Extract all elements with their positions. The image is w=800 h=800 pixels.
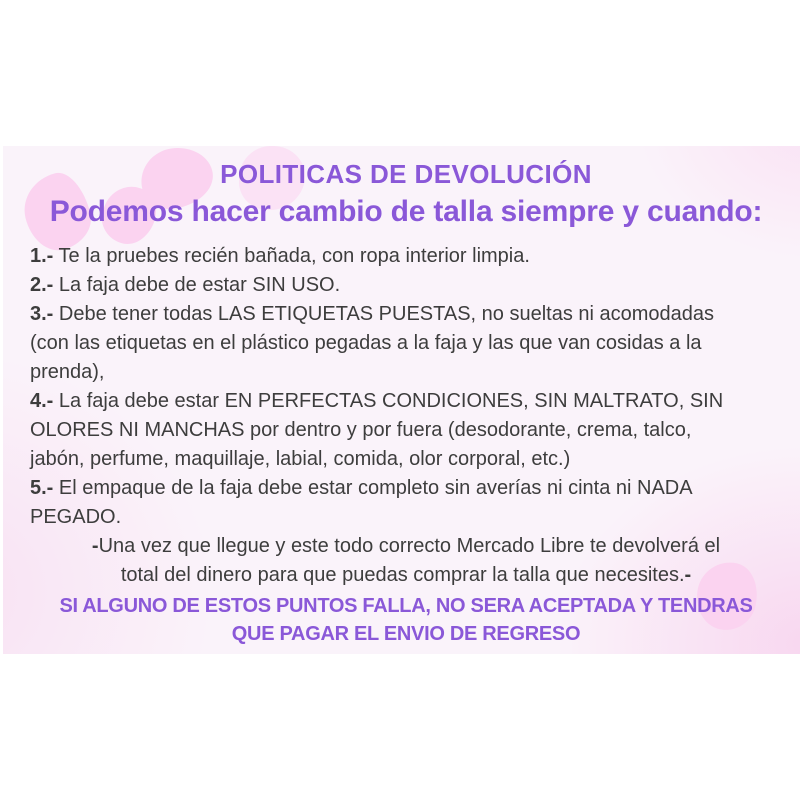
- rule-text: OLORES NI MANCHAS por dentro y por fuera (desodorante, crema, talco,: [30, 419, 692, 441]
- warning-line-1: SI ALGUNO DE ESTOS PUNTOS FALLA, NO SERA ACEPTADA Y TENDRAS: [59, 595, 753, 617]
- policy-card: [3, 146, 800, 654]
- rule-text: Debe tener todas LAS ETIQUETAS PUESTAS, no sueltas ni acomodadas: [53, 303, 715, 325]
- page-subtitle: Podemos hacer cambio de talla siempre y cuando:: [49, 195, 763, 228]
- rule-line-3c: [30, 358, 782, 387]
- rule-number: 1.-: [30, 245, 54, 267]
- rule-number: 2.-: [30, 274, 54, 296]
- refund-note: [30, 532, 782, 590]
- rule-text: PEGADO.: [30, 506, 122, 528]
- rule-line-1: [30, 242, 782, 271]
- rule-text: Te la pruebes recién bañada, con ropa interior limpia.: [53, 245, 530, 267]
- refund-note-line-1: [30, 532, 782, 561]
- rule-line-3b: [30, 329, 782, 358]
- rule-line-5b: [30, 503, 782, 532]
- rules-list: [30, 242, 782, 532]
- rule-line-4: [30, 387, 782, 416]
- rule-line-2: [30, 271, 782, 300]
- refund-note-line-2: [30, 561, 782, 590]
- note-text: total del dinero para que puedas comprar la talla que necesites.: [120, 564, 685, 586]
- warning-line-2: QUE PAGAR EL ENVIO DE REGRESO: [231, 623, 581, 645]
- rule-line-4b: [30, 416, 782, 445]
- rule-text: El empaque de la faja debe estar completo sin averías ni cinta ni NADA: [53, 477, 693, 499]
- note-dash: -: [91, 535, 99, 557]
- note-text: Una vez que llegue y este todo correcto Mercado Libre te devolverá el: [98, 535, 721, 557]
- rule-text: jabón, perfume, maquillaje, labial, comida, olor corporal, etc.): [30, 448, 571, 470]
- rule-line-4c: [30, 445, 782, 474]
- rule-text: La faja debe estar EN PERFECTAS CONDICIONES, SIN MALTRATO, SIN: [53, 390, 724, 412]
- rule-number: 3.-: [30, 303, 54, 325]
- rule-number: 5.-: [30, 477, 54, 499]
- warning-message: [30, 592, 782, 648]
- note-dash: -: [684, 564, 692, 586]
- rule-text: prenda),: [30, 361, 105, 383]
- rule-number: 4.-: [30, 390, 54, 412]
- rule-text: (con las etiquetas en el plástico pegadas a la faja y las que van cosidas a la: [30, 332, 702, 354]
- rule-line-5: [30, 474, 782, 503]
- page-title: POLITICAS DE DEVOLUCIÓN: [220, 159, 592, 189]
- rule-line-3: [30, 300, 782, 329]
- rule-text: La faja debe de estar SIN USO.: [53, 274, 341, 296]
- policy-content: [3, 146, 800, 648]
